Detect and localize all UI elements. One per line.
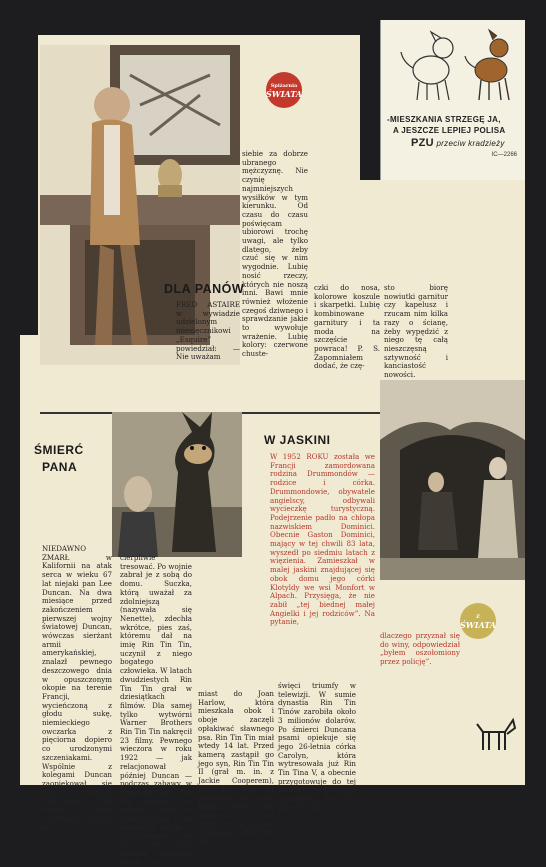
black-frame-right [360, 20, 380, 180]
black-frame-top [20, 20, 360, 35]
pzu-advertisement [380, 20, 525, 180]
dominici-cave-photo [380, 380, 525, 580]
smierc-col-4: święci triumfy w telewizji. W sumie dynastia Rin Tin Tinów zarobiła około 3 milionów dolarów. Po śmierci Duncana psami opiekuje się jego 26-letnia córka Carolyn, która wytresowała już Rin Tin Tina V, a obecnie przygotowuje do tej trudnej roli dwa szczeniaki Rin Tin Tina VI i VII. [278, 681, 356, 812]
jaskini-headline: W JASKINI [264, 433, 331, 447]
smierc-col-1: NIEDAWNO ZMARŁ w Kalifornii na atak serca w wieku 67 lat niejaki pan Lee Duncan. Na dwa miesiące przed zakończeniem pierwszej wojny światowej Duncan, wówczas sierżant armii amerykańskiej, znalazł pewnego deszczowego dnia w opuszczonym okopie na terenie Francji, wycieńczoną z głodu sukę, niemieckiego owczarka z pięciorna dopiero co urodzonymi szczeniakami. Wspólnie z kolegami Duncan zaopiekował się psią rodziną, zatrzymując dla siebie dwa szczeniaki. Zaczął je [42, 544, 112, 832]
jaskini-col-2: dlaczego przyznał się do winy, odpowiedział „byłem oszołomiony przez policję”. [380, 631, 460, 667]
ad-pzu-logo: PZU [411, 137, 434, 149]
logo-bottom-top: Z [476, 614, 480, 620]
smierc-col-3: miast do Joan Harlow, która mieszkała obok i oboje zaczęli opłakiwać sławnego psa. Rin Tin Tin miał wtedy 14 lat. Przed kamerą zastąpił go jego syn, Rin Tin Tin II (grał m. in. z Jackie Cooperem), Rin Tin Tin III podobnie jak jego babka, został psem wojskowym i brał udział w II wojnie światowej. Rin Tin Tin IV [198, 689, 274, 846]
panow-col-3: czki do nosa, kolorowe koszule i skarpetki. Lubię kombinowane garnitury i ta moda na szczęście powraca! P. S. Zapomniałem dodać, że czę- [314, 283, 380, 371]
rin-tin-tin-photo [112, 412, 242, 557]
logo-title: ŚWIATA [266, 89, 302, 99]
z-swiata-logo-bottom [460, 603, 496, 639]
cave-scene-icon [380, 380, 525, 580]
ad-line-1: -MIESZKANIA STRZEGĘ JA, [387, 115, 501, 124]
magazine-page [20, 20, 525, 867]
logo-bottom-title: ŚWIATA [460, 620, 496, 630]
jaskini-col-1: W 1952 ROKU została we Francji zamordowana rodzina Drummondów — rodzice i córka. Drummondowie, obywatele angielscy, odbywali wycieczkę turystyczną. Podejrzenie padło na chłopa nazwiskiem Dominici. Obecnie Gaston Dominici, mający w tej chwili 83 lata, wyszedł po siedmiu latach z więzienia. Zamieszkał w malej jaskini znajdującej się obok domu jego córki Klotyldy we wsi Monfort w Alpach. Przysięga, że nie zabił „tej biednej małej Angielki i jej rodziców”. Na pytanie, [270, 452, 375, 627]
ad-code: IC—2266 [491, 152, 517, 158]
ad-pzu-tail: przeciw kradzieży [436, 139, 505, 148]
black-frame-left [20, 35, 38, 335]
panow-headline: DLA PANÓW [164, 282, 245, 296]
smierc-headline-2: PANA [42, 460, 78, 474]
dog-doodle-icon [475, 710, 520, 755]
ad-line-3 [411, 137, 505, 149]
panow-col-4: sto biorę nowiutki garnitur czy kapelusz i rzucam nim kilka razy o ścianę, żeby wypędzić z niego tę całą nieszczęsną sztywność i kanciastość nowości. [384, 283, 448, 380]
smierc-col-2: cierpliwie tresować. Po wojnie zabrał je z sobą do domu. Suczka, którą uważał za zdolniejszą (nazywała się Nenette), zdechła wkrótce, pies zaś, któremu dał na imię Rin Tin Tin, uczynił z niego bogatego człowieka. W latach dwudziestych Rin Tin Tin grał w dziesiątkach filmów. Dla samej tylko wytwórni Warner Brothers Rin Tin Tin nakręcił 23 filmy. Pewnego wieczora w roku 1922 — jak relacjonował później Duncan — podczas zabawy w trawniku Rin Tin Tin skoczył w pewnej chwili w ramiona pana i ten stwierdził nagle z przerażeniem, że pies nie żyje. Duncan zadzwonił wtedy „natych- [120, 553, 192, 867]
logo-script: Spiżarnia [270, 83, 298, 89]
panow-col-2: siebie za dobrze ubranego mężczyznę. Nie czynię najmniejszych wysiłków w tym kierunku. Od czasu do czasu poświęcam ubiorowi trochę uwagi, ale tylko dlatego, żeby czuć się w nim wygodnie. Lubię nosić rzeczy, których nie noszą inni. Bawi mnie również włożenie czegoś dziwnego i sprawdzanie jakie to wywołuje wrażenie. Lubię kolory: czerwone chuste- [242, 149, 308, 359]
dog-illustration-icon [391, 24, 521, 104]
panow-col-1: FRED ASTAIRE w wywiadzie udzielonym miesięcznikowi „Esquire” powiedział: — Nie uważam [176, 300, 240, 362]
z-swiata-logo [266, 72, 302, 108]
german-shepherd-icon [112, 412, 242, 557]
ad-line-2: A JESZCZE LEPIEJ POLISA [393, 126, 506, 135]
smierc-headline-1: ŚMIERĆ [34, 443, 84, 457]
